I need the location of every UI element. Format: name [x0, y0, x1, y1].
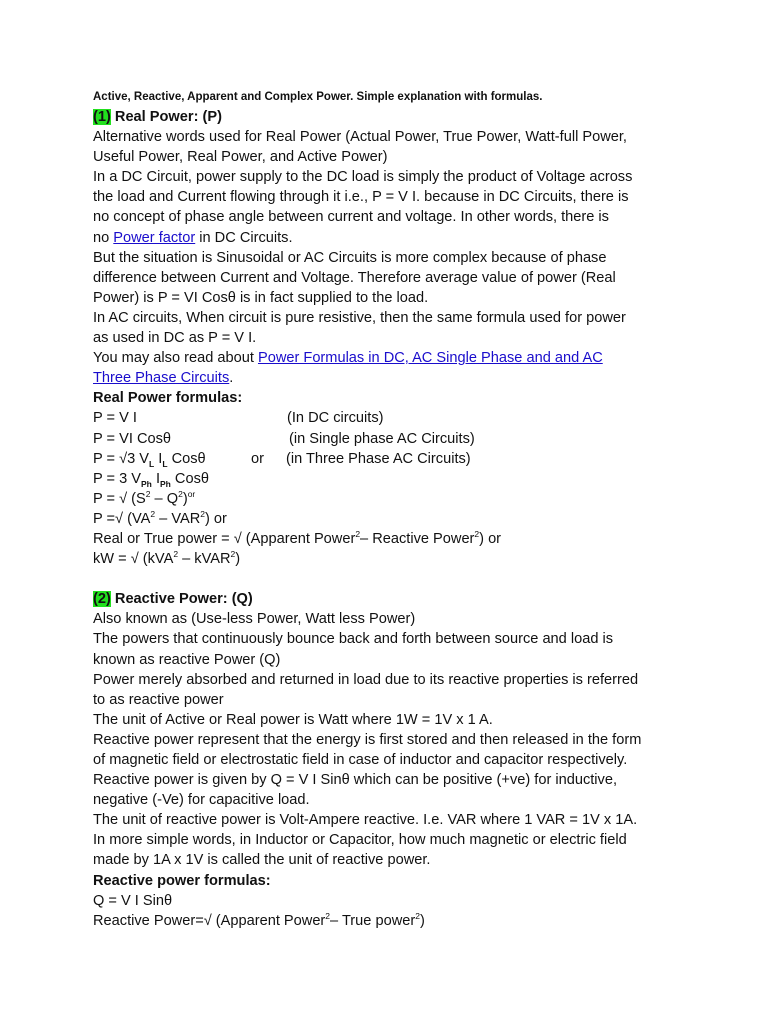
formula-part: – Reactive Power — [360, 530, 475, 547]
formula-part: – True power — [330, 912, 416, 929]
or-text: or — [251, 450, 264, 467]
formula-part: I — [151, 470, 160, 487]
formula-part: ) — [235, 551, 241, 568]
superscript: 2 — [415, 910, 420, 921]
reactive-power-formulas-heading: Reactive power formulas: — [93, 872, 271, 889]
paragraph-line — [93, 368, 693, 388]
text-segment: . — [229, 370, 234, 387]
formula-part: P = √3 V — [93, 450, 150, 467]
document-title: Active, Reactive, Apparent and Complex Power. Simple explanation with formulas. — [93, 91, 543, 103]
paragraph-line: to as reactive power — [93, 691, 224, 708]
paragraph-line: Power) is P = VI Cosθ is in fact supplied to the load. — [93, 289, 429, 306]
superscript: 2 — [474, 529, 480, 540]
formula: P = VI Cosθ — [93, 430, 172, 447]
paragraph-line: The unit of Active or Real power is Watt where 1W = 1V x 1 A. — [93, 711, 493, 728]
text-segment: in DC Circuits. — [195, 229, 293, 246]
paragraph-line: as used in DC as P = V I. — [93, 330, 257, 347]
superscript: 2 — [145, 488, 151, 499]
reactive-power-heading-text: Reactive Power: (Q) — [110, 591, 253, 608]
superscript: 2 — [200, 509, 205, 520]
paragraph-line: The unit of reactive power is Volt-Ampere reactive. I.e. VAR where 1 VAR = 1V x 1A. — [93, 812, 638, 829]
paragraph-line: made by 1A x 1V is called the unit of reactive power. — [93, 852, 431, 869]
superscript: 2 — [173, 549, 179, 560]
paragraph-line: no concept of phase angle between current and voltage. In other words, there is — [93, 209, 609, 226]
formula-line — [93, 911, 693, 931]
formula-part: P = 3 V — [93, 470, 142, 487]
paragraph-line: Reactive power represent that the energy is first stored and then released in the form — [93, 731, 642, 748]
formula-part: ) — [182, 490, 188, 507]
formula-part: ) or — [204, 510, 227, 527]
paragraph-line: of magnetic field or electrostatic field in case of inductor and capacitor respectively. — [93, 752, 628, 768]
subscript: Ph — [160, 478, 171, 489]
superscript: 2 — [355, 529, 361, 540]
paragraph-line: Useful Power, Real Power, and Active Power) — [93, 149, 388, 166]
paragraph-line: known as reactive Power (Q) — [93, 651, 281, 668]
formula-note: (In DC circuits) — [287, 410, 384, 427]
formula — [93, 449, 251, 469]
formula-part: Cosθ — [170, 470, 209, 487]
formula-part: Real or True power = √ (Apparent Power — [93, 530, 356, 547]
power-factor-link[interactable]: Power factor — [113, 229, 196, 246]
formula-line — [93, 449, 693, 469]
formula-line — [93, 549, 693, 569]
real-power-heading — [93, 107, 693, 127]
text-segment: You may also read about — [93, 350, 258, 367]
power-formulas-link[interactable]: Power Formulas in DC, AC Single Phase and and AC — [257, 350, 603, 367]
subscript: L — [162, 458, 168, 469]
section-number-highlight: (1) — [93, 109, 111, 125]
formula-part: – VAR — [155, 510, 201, 527]
formula-note: (in Single phase AC Circuits) — [289, 430, 475, 447]
paragraph-line: Reactive power is given by Q = V I Sinθ which can be positive (+ve) for inductive, — [93, 772, 618, 789]
reactive-power-heading — [93, 589, 693, 609]
formula-part: – kVAR — [178, 551, 231, 568]
formula: P = V I — [93, 410, 137, 427]
superscript: 2 — [230, 549, 236, 560]
paragraph-line: difference between Current and Voltage. Therefore average value of power (Real — [93, 269, 616, 286]
paragraph-line — [93, 228, 693, 248]
superscript: 2 — [178, 488, 183, 499]
subscript: L — [149, 458, 155, 469]
formula-line — [93, 489, 693, 509]
formula-part: Reactive Power=√ (Apparent Power — [93, 912, 326, 929]
superscript: 2 — [150, 509, 156, 520]
superscript: 2 — [325, 910, 331, 921]
paragraph-line: Power merely absorbed and returned in load due to its reactive properties is referred — [93, 671, 639, 688]
formula-line — [93, 509, 693, 529]
paragraph-line: But the situation is Sinusoidal or AC Circuits is more complex because of phase — [93, 249, 607, 266]
paragraph-line: the load and Current flowing through it i.e., P = V I. because in DC Circuits, there is — [93, 189, 629, 206]
section-number-highlight: (2) — [93, 591, 111, 608]
subscript: Ph — [141, 478, 152, 489]
blank-line — [93, 569, 693, 589]
superscript: or — [187, 488, 196, 499]
formula-part: ) — [419, 912, 425, 929]
paragraph-line: Alternative words used for Real Power (Actual Power, True Power, Watt-full Power, — [93, 129, 627, 146]
paragraph-line: negative (-Ve) for capacitive load. — [93, 792, 310, 809]
paragraph-line — [93, 348, 693, 368]
formula-line — [93, 408, 693, 428]
formula-line — [93, 469, 693, 489]
document-page — [93, 88, 693, 931]
power-formulas-link-continued[interactable]: Three Phase Circuits — [93, 370, 230, 387]
formula-part: Cosθ — [167, 450, 206, 467]
formula-part: ) or — [479, 530, 502, 547]
paragraph-line: Also known as (Use-less Power, Watt less Power) — [93, 611, 416, 628]
formula-part: P =√ (VA — [93, 510, 151, 527]
formula-line — [93, 429, 693, 449]
formula-note: (in Three Phase AC Circuits) — [286, 450, 471, 467]
paragraph-line: In more simple words, in Inductor or Capacitor, how much magnetic or electric field — [93, 832, 627, 849]
formula-part: P = √ (S — [93, 490, 146, 507]
formula-part: – Q — [150, 490, 179, 507]
formula-line: Q = V I Sinθ — [93, 892, 173, 909]
formula-line — [93, 529, 693, 549]
formula-part: kW = √ (kVA — [93, 551, 174, 568]
paragraph-line: In a DC Circuit, power supply to the DC load is simply the product of Voltage across — [93, 169, 633, 186]
paragraph-line: In AC circuits, When circuit is pure resistive, then the same formula used for power — [93, 309, 626, 326]
real-power-formulas-heading: Real Power formulas: — [93, 390, 243, 407]
text-segment: no — [93, 229, 114, 246]
formula-part: I — [154, 450, 163, 467]
real-power-heading-text: Real Power: (P) — [110, 109, 222, 125]
paragraph-line: The powers that continuously bounce back and forth between source and load is — [93, 631, 614, 648]
